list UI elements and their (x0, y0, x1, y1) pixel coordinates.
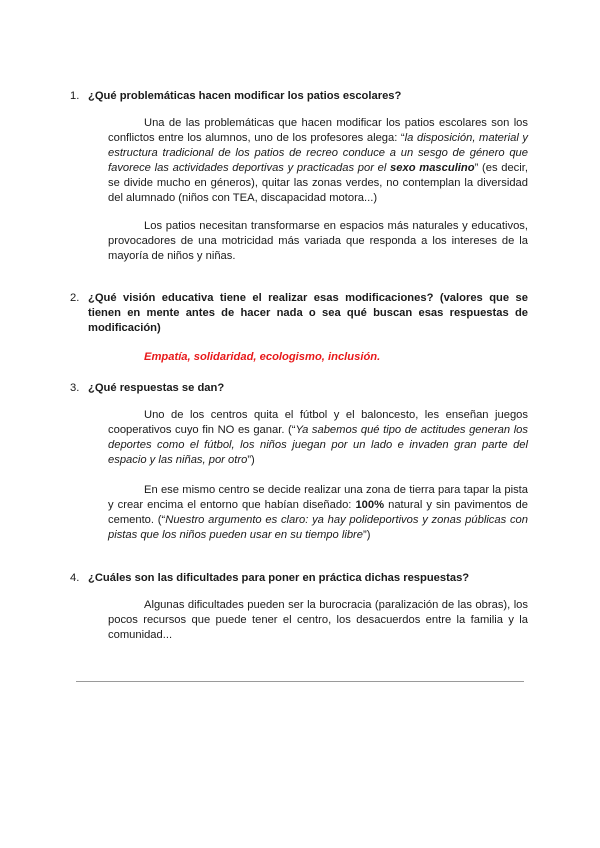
question-3-heading (70, 381, 528, 396)
question-1-number: 1. (70, 90, 80, 102)
question-2-title: ¿Qué visión educativa tiene el realizar esas modificaciones? (valores que se tienen en mente antes de hacer nada o sea qué buscan esas respuestas de modificación) (88, 292, 528, 334)
question-4-paragraph-1: Algunas dificultades pueden ser la burocracia (paralización de las obras), los pocos recursos que puede tener el centro, los desacuerdos entre la familia y la comunidad... (108, 599, 528, 641)
question-4-number: 4. (70, 572, 80, 584)
question-2-values: Empatía, solidaridad, ecologismo, inclusión. (144, 351, 381, 363)
question-3-paragraph-1: Uno de los centros quita el fútbol y el baloncesto, les enseñan juegos cooperativos cuyo fin NO es ganar. (“Ya sabemos qué tipo de actitudes generan los deportes como el fútbol, los niños juegan por un lado e invaden gran parte del espacio y las niñas, por otro”) (108, 409, 528, 466)
question-1-heading (70, 89, 528, 104)
question-3-paragraph-2: En ese mismo centro se decide realizar una zona de tierra para tapar la pista y crear encima el entorno que habían diseñado: 100% natural y sin pavimentos de cemento. (“Nuestro argumento es claro: ya hay polideportivos y zonas públicas con pistas que los niños pueden usar en su tiempo libre”) (108, 484, 528, 541)
question-3-title: ¿Qué respuestas se dan? (88, 382, 225, 394)
question-4-title: ¿Cuáles son las dificultades para poner en práctica dichas respuestas? (88, 572, 470, 584)
question-1-paragraph-2: Los patios necesitan transformarse en espacios más naturales y educativos, provocadores de una motricidad más variada que responda a los intereses de la mayoría de niños y niñas. (108, 220, 528, 262)
question-3-number: 3. (70, 382, 80, 394)
question-1-title: ¿Qué problemáticas hacen modificar los patios escolares? (88, 90, 402, 102)
question-1-paragraph-1: Una de las problemáticas que hacen modificar los patios escolares son los conflictos entre los alumnos, uno de los profesores alega: “la disposición, material y estructura tradicional de los patios de recreo conduce a un sesgo de género que favorece las actividades deportivas y practicadas por el sexo masculino” (es decir, se divide mucho en géneros), quitar las zonas verdes, no contemplan la diversidad del alumnado (niños con TEA, discapacidad motora...) (108, 117, 529, 204)
question-4-heading (70, 571, 528, 586)
question-2-heading (70, 291, 528, 336)
horizontal-divider (76, 681, 524, 682)
question-2-number: 2. (70, 292, 80, 304)
